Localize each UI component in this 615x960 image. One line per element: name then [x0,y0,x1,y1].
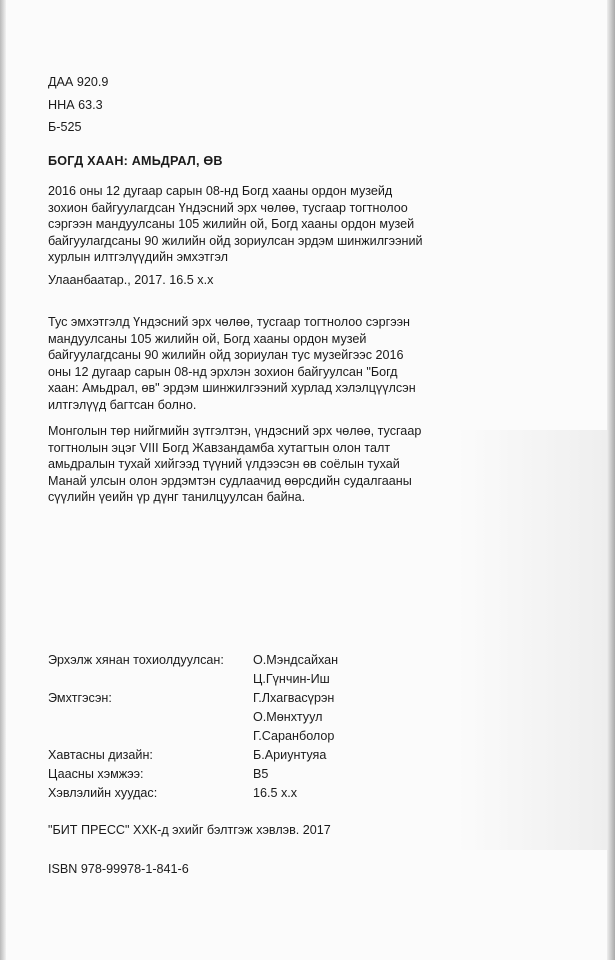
catalog-codes [48,74,568,136]
credit-row [48,690,568,709]
credit-row [48,728,568,747]
credit-row [48,766,568,785]
credit-row [48,709,568,728]
credit-value: О.Мөнхтуул [253,710,323,724]
credit-row [48,785,568,804]
credit-label: Цаасны хэмжээ: [48,767,144,781]
annotation-paragraph-2: Монголын төр нийгмийн зүтгэлтэн, үндэсний эрх чөлөө, тусгаар тогтнолын эцэг VIII Богд Жавзандамба хутагтын олон талт амьдралын тухай хийгээд түүний үлдээсэн өв соёлын тухай Манай улсын олон эрдэмтэн судлаачид өөрсдийн судалгааны сүүлийн үеийн үр дүнг танилцуулсан байна. [48,424,422,504]
credit-row [48,747,568,766]
main-text-block [48,74,568,506]
credit-value: 16.5 х.х [253,786,298,800]
credit-value: Ц.Гүнчин-Иш [253,672,330,686]
catalog-code-daa: ДАА 920.9 [48,75,109,89]
credits-table [48,652,568,804]
credit-row [48,671,568,690]
credit-label: Хавтасны дизайн: [48,748,153,762]
credit-label: Хэвлэлийн хуудас: [48,786,158,800]
credit-value: Г.Лхагвасүрэн [253,691,335,705]
credit-label: Эмхтгэсэн: [48,691,112,705]
page-edge-shadow-right [607,0,615,960]
credit-row [48,652,568,671]
annotation-paragraph-1: Тус эмхэтгэлд Үндэсний эрх чөлөө, тусгаар тогтнолоо сэргээн мандуулсаны 105 жилийн ой, Богд хааны ордон музей байгуулагдсаны 90 жилийн ойд зориулан тус музейгээс 2016 оны 12 дугаар сарын 08-нд эрхлэн зохион байгуулсан "Богд хаан: Амьдрал, өв" эрдэм шинжилгээний хурлад хэлэлцүүлсэн илтгэлүүд багтсан болно. [48,315,416,412]
credit-value: Б.Ариунтуяа [253,748,327,762]
credit-value: B5 [253,767,269,781]
page-edge-shadow-left [0,0,6,960]
publisher-line: "БИТ ПРЕСС" ХХК-д эхийг бэлтгэж хэвлэв. 2017 [48,823,331,837]
credit-label: Эрхэлж хянан тохиолдуулсан: [48,653,224,667]
catalog-code-nna: ННА 63.3 [48,97,103,112]
publication-city-line: Улаанбаатар., 2017. 16.5 х.х [48,272,214,287]
isbn-line: ISBN 978-99978-1-841-6 [48,862,189,876]
credit-value: Г.Саранболор [253,729,335,743]
catalog-code-author: Б-525 [48,120,82,134]
credit-value: О.Мэндсайхан [253,653,339,667]
book-description: 2016 оны 12 дугаар сарын 08-нд Богд хааны ордон музейд зохион байгуулагдсан Үндэсний эрх чөлөө, тусгаар тогтнолоо сэргээн мандуулсаны 105 жилийн ой, Богд хааны ордон музей байгуулагдсаны 90 жилийн ойд зориулсан эрдэм шинжилгээний хурлын илтгэлүүдийн эмхэтгэл [48,184,423,264]
book-title: БОГД ХААН: АМЬДРАЛ, ӨВ [48,153,223,168]
